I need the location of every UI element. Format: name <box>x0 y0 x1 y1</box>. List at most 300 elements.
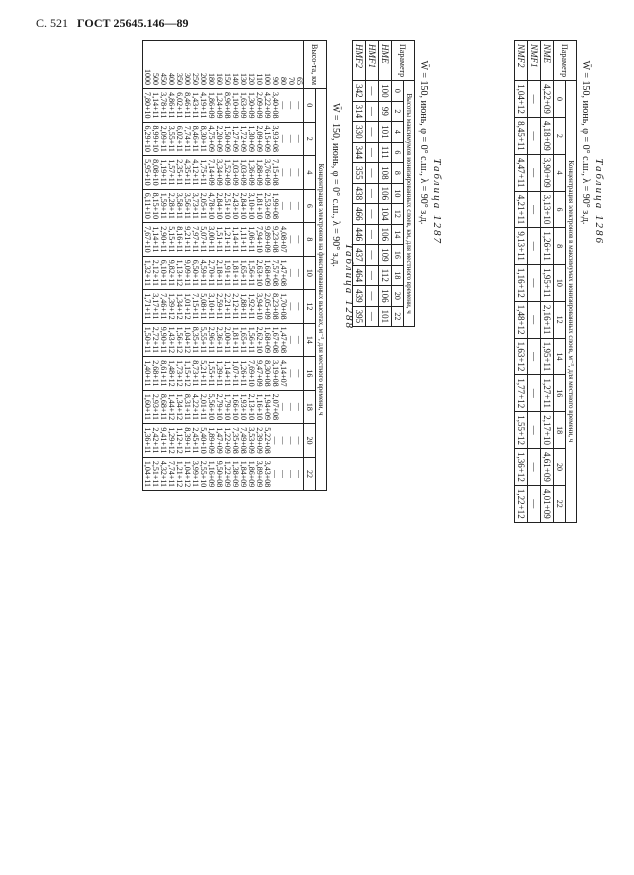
table-cell: — <box>366 286 379 307</box>
table-cell: 1,91+11 <box>223 256 231 290</box>
row-label: HMF1 <box>366 41 379 81</box>
table-cell: — <box>295 256 304 290</box>
row-label: HMF2 <box>353 41 366 81</box>
height-label: 400 <box>167 41 175 89</box>
table-cell: — <box>528 228 541 265</box>
table-cell: 464 <box>353 265 366 286</box>
table-cell: 9,50+08 <box>215 457 223 491</box>
table-cell: 106 <box>379 224 392 245</box>
table-cell: 5,21+11 <box>199 357 207 391</box>
table-cell: 8,73+11 <box>191 357 199 391</box>
hour-header: 20 <box>554 449 566 486</box>
table-cell: 7,15+08 <box>271 156 279 190</box>
table-cell: 3,10+10 <box>247 189 255 223</box>
table-cell: — <box>528 191 541 228</box>
table-cell: 395 <box>353 306 366 327</box>
table-cell: 7,46+11 <box>159 290 167 324</box>
table-cell: — <box>366 81 379 102</box>
table-cell: 6,02+11 <box>175 122 183 156</box>
table-cell: 1,66+10 <box>231 390 239 424</box>
table-cell: 1,16+09 <box>207 457 215 491</box>
table-cell: 1,34+12 <box>175 290 183 324</box>
table-cell: — <box>279 189 287 223</box>
table-cell: — <box>295 323 304 357</box>
table-cell: 5,95+10 <box>143 156 152 190</box>
table-cell: 1,34+12 <box>175 390 183 424</box>
table-cell: — <box>279 156 287 190</box>
height-label: 65 <box>295 41 304 89</box>
table-cell: 2,17+10 <box>541 412 554 449</box>
table-cell: 1,48+12 <box>515 301 528 338</box>
table-cell: — <box>287 223 295 257</box>
hour-header: 6 <box>392 142 404 163</box>
table-cell: — <box>366 122 379 143</box>
table-cell: 1,59+11 <box>159 189 167 223</box>
table-cell: 5,07+11 <box>199 223 207 257</box>
height-label: 1000 <box>143 41 152 89</box>
table-row <box>541 41 554 523</box>
table-cell: 8,46+11 <box>191 122 199 156</box>
height-label: 90 <box>271 41 279 89</box>
table-cell: 2,00+11 <box>223 323 231 357</box>
table-row <box>247 41 255 491</box>
table-cell: 1,03+09 <box>231 156 239 190</box>
table-cell: 3,53+09 <box>247 424 255 458</box>
hour-header: 22 <box>304 457 316 491</box>
table-cell: 2,18+11 <box>215 256 223 290</box>
hour-header: 4 <box>554 154 566 191</box>
table-cell: 4,22+11 <box>191 390 199 424</box>
table-row <box>528 41 541 523</box>
table-cell: 4,47+11 <box>515 154 528 191</box>
row-label: NMF1 <box>528 41 541 81</box>
table-cell: 9,13+11 <box>515 228 528 265</box>
table-cell: 4,86+11 <box>167 89 175 123</box>
table-cell: 1,95+11 <box>541 338 554 375</box>
table-cell: 1,55+12 <box>515 412 528 449</box>
table-cell: 7,74+11 <box>183 122 191 156</box>
height-label: 250 <box>191 41 199 89</box>
table-cell: 106 <box>379 286 392 307</box>
row-label: NME <box>541 41 554 81</box>
table-cell: 8,96+08 <box>223 89 231 123</box>
table-cell: 3,78+11 <box>159 89 167 123</box>
page-number: С. 521 <box>36 16 69 30</box>
table-cell: 2,62+10 <box>255 323 263 357</box>
table-cell: 1,16+10 <box>255 390 263 424</box>
table-cell: 1,06+11 <box>247 223 255 257</box>
table-cell: 1,50+11 <box>143 323 152 357</box>
table-cell: — <box>366 183 379 204</box>
table-cell: — <box>287 189 295 223</box>
table-cell: 3,99+11 <box>191 457 199 491</box>
table-cell: 6,02+11 <box>175 89 183 123</box>
height-label: 200 <box>199 41 207 89</box>
table-cell: 1,92+11 <box>247 290 255 324</box>
hour-header: 10 <box>554 264 566 301</box>
data-table <box>142 40 327 491</box>
table-cell: 1,68+09 <box>263 323 271 357</box>
table-cell: 1,19+11 <box>159 156 167 190</box>
height-label: 120 <box>247 41 255 89</box>
table-cell: 2,05+11 <box>199 189 207 223</box>
table-cell: — <box>287 357 295 391</box>
table-cell: 2,16+11 <box>541 301 554 338</box>
table-row <box>167 41 175 491</box>
table-cell: 8,68+11 <box>159 390 167 424</box>
table-cell: — <box>366 245 379 266</box>
table-cell: 2,63+10 <box>255 256 263 290</box>
table-row <box>271 41 279 491</box>
table-cell: 9,21+11 <box>183 223 191 257</box>
table-cell: 9,47+09 <box>255 357 263 391</box>
table-cell: 4,18+09 <box>541 117 554 154</box>
table-row <box>143 41 152 491</box>
table-cell: 1,04+11 <box>143 457 152 491</box>
table-cell: 3,94+10 <box>255 290 263 324</box>
table-cell: 1,79+10 <box>223 390 231 424</box>
hour-header: 10 <box>304 256 316 290</box>
table-cell: 1,10+09 <box>231 89 239 123</box>
table-cell: 8,16+11 <box>175 223 183 257</box>
table-cell: 3,19+08 <box>271 357 279 391</box>
table-cell: 1,07+11 <box>231 357 239 391</box>
table-cell: 1,13+12 <box>175 256 183 290</box>
table-cell: 106 <box>379 183 392 204</box>
table-row <box>175 41 183 491</box>
table-cell: — <box>295 89 304 123</box>
table-cell: 8,46+11 <box>183 89 191 123</box>
table-cell: 4,61+09 <box>541 449 554 486</box>
hour-header: 16 <box>392 245 404 266</box>
table-cell: 7,49+08 <box>239 424 247 458</box>
table-cell: 1,27+09 <box>231 122 239 156</box>
table-cell: 1,51+11 <box>215 223 223 257</box>
table-cell: — <box>366 224 379 245</box>
table-cell: 2,51+11 <box>151 457 159 491</box>
hour-header: 6 <box>304 189 316 223</box>
table-cell: 9,90+11 <box>159 323 167 357</box>
table-cell: 99 <box>379 101 392 122</box>
table-cell: 2,84+10 <box>239 189 247 223</box>
table-cell: 1,93+10 <box>239 390 247 424</box>
table-cell: 1,14+11 <box>151 89 159 123</box>
height-label: 110 <box>255 41 263 89</box>
hour-header: 4 <box>392 122 404 143</box>
table-cell: 7,14+09 <box>207 156 215 190</box>
height-label: 350 <box>175 41 183 89</box>
table-cell: 1,39+12 <box>167 290 175 324</box>
table-cell: 1,26+11 <box>239 357 247 391</box>
table-cell: 1,72+09 <box>239 122 247 156</box>
row-label: HME <box>379 41 392 81</box>
hour-header: 6 <box>554 191 566 228</box>
height-label: 160 <box>215 41 223 89</box>
table-cell: 101 <box>379 122 392 143</box>
table-row <box>191 41 199 491</box>
table-cell: 112 <box>379 265 392 286</box>
table-cell: — <box>528 264 541 301</box>
table-cell: 2,09+09 <box>255 122 263 156</box>
table-cell: 1,36+11 <box>143 424 152 458</box>
table-cell: 4,15+09 <box>263 122 271 156</box>
table-cell: 1,12+12 <box>175 424 183 458</box>
height-header: Высо-та, км <box>304 41 327 89</box>
height-label: 100 <box>263 41 271 89</box>
table-cell: 2,53+09 <box>263 189 271 223</box>
table-cell: 2,42+11 <box>151 424 159 458</box>
param-header: Параметр <box>392 41 415 81</box>
table-cell: 1,44+12 <box>167 390 175 424</box>
hour-header: 2 <box>304 122 316 156</box>
table-cell: 7,57+08 <box>271 256 279 290</box>
table-row <box>366 41 379 327</box>
table-cell: 437 <box>353 245 366 266</box>
table-cell: 5,56+10 <box>207 390 215 424</box>
table-cell: 6,29+10 <box>143 122 152 156</box>
table-cell: 1,48+12 <box>167 357 175 391</box>
table-cell: 3,55+11 <box>167 122 175 156</box>
table-row <box>151 41 159 491</box>
table-cell: 3,34+09 <box>215 156 223 190</box>
table-cell: 2,72+11 <box>151 323 159 357</box>
table-cell: 1,52+09 <box>223 156 231 190</box>
table-cell: — <box>366 306 379 327</box>
hour-header: 20 <box>392 286 404 307</box>
table-cell: 1,81+10 <box>255 189 263 223</box>
table-cell: 4,14+07 <box>279 357 287 391</box>
table-cell: 1,15+12 <box>183 357 191 391</box>
table-row <box>183 41 191 491</box>
table-cell: 2,21+11 <box>223 290 231 324</box>
table-cell: 1,32+11 <box>143 256 152 290</box>
table-label: Таблица 1288 <box>343 243 355 330</box>
table-cell: 1,56+12 <box>175 323 183 357</box>
table-cell: 3,73+11 <box>191 189 199 223</box>
data-table <box>352 40 415 327</box>
table-cell: — <box>287 390 295 424</box>
table-row <box>287 41 295 491</box>
table-cell: — <box>295 390 304 424</box>
hour-header: 16 <box>554 375 566 412</box>
table-row <box>207 41 215 491</box>
table-cell: 9,89+09 <box>263 223 271 257</box>
table-cell: 1,86+09 <box>207 89 215 123</box>
table-caption: W̄ = 150, июнь, φ = 0° с.ш., λ = 90° з.д. <box>330 103 341 267</box>
table-cell: 439 <box>353 286 366 307</box>
height-label: 70 <box>287 41 295 89</box>
table-cell: 1,50+09 <box>223 122 231 156</box>
table-cell: — <box>279 457 287 491</box>
table-cell: 1,30+09 <box>247 89 255 123</box>
hour-header: 10 <box>392 183 404 204</box>
table-cell: — <box>295 223 304 257</box>
hour-header: 14 <box>304 323 316 357</box>
table-cell: 2,09+11 <box>159 122 167 156</box>
hour-header: 2 <box>554 117 566 154</box>
table-cell: 1,81+11 <box>231 323 239 357</box>
table-cell: 1,04+12 <box>515 81 528 118</box>
table-cell: 5,40+10 <box>199 424 207 458</box>
table-cell: 2,09+09 <box>255 89 263 123</box>
table-cell: 1,27+11 <box>541 375 554 412</box>
table-cell: 6,10+11 <box>159 256 167 290</box>
table-cell: 2,36+11 <box>215 323 223 357</box>
hour-header: 22 <box>554 485 566 522</box>
hour-header: 8 <box>392 163 404 184</box>
table-cell: 1,11+11 <box>239 223 247 257</box>
table-row <box>263 41 271 491</box>
table-cell: — <box>271 424 279 458</box>
table-cell: — <box>287 457 295 491</box>
table-cell: — <box>295 357 304 391</box>
table-row <box>255 41 263 491</box>
table-cell: 1,47+09 <box>215 424 223 458</box>
table-row <box>279 41 287 491</box>
height-label: 180 <box>207 41 215 89</box>
table-cell: 8,45+11 <box>515 117 528 154</box>
hour-header: 18 <box>304 390 316 424</box>
table-cell: — <box>366 265 379 286</box>
table-cell: 2,68+11 <box>151 357 159 391</box>
table-caption: W̄ = 150, июнь, φ = 0° с.ш., λ = 90° з.д. <box>418 60 429 225</box>
table-cell: 4,22+09 <box>263 89 271 123</box>
table-cell: — <box>295 156 304 190</box>
table-cell: 314 <box>353 101 366 122</box>
table-cell: 1,55+11 <box>207 357 215 391</box>
table-1287 <box>352 40 443 324</box>
table-cell: 5,15+11 <box>167 223 175 257</box>
table-1288 <box>142 40 355 488</box>
hour-header: 12 <box>554 301 566 338</box>
table-cell: — <box>366 101 379 122</box>
table-cell: 3,89+09 <box>255 457 263 491</box>
table-cell: — <box>366 142 379 163</box>
hour-header: 16 <box>304 357 316 391</box>
table-cell: 330 <box>353 122 366 143</box>
table-cell: 1,14+11 <box>223 357 231 391</box>
table-cell: 2,45+11 <box>191 424 199 458</box>
table-cell: 1,57+11 <box>167 156 175 190</box>
table-cell: 1,67+08 <box>271 323 279 357</box>
table-cell: 466 <box>353 204 366 225</box>
table-cell: 4,01+09 <box>541 485 554 522</box>
table-cell: 1,29+12 <box>167 424 175 458</box>
table-cell: 7,67+10 <box>143 223 152 257</box>
table-cell: 1,65+11 <box>239 256 247 290</box>
row-label: NMF2 <box>515 41 528 81</box>
table-cell: 6,50+11 <box>191 256 199 290</box>
table-cell: 1,95+11 <box>541 264 554 301</box>
table-cell: 3,93+08 <box>271 122 279 156</box>
table-cell: 2,59+11 <box>215 290 223 324</box>
table-subcaption: Высоты максимумов ионизированных слоев, км, для местного времени, ч <box>404 81 415 327</box>
hour-header: 0 <box>304 89 316 123</box>
table-row <box>199 41 207 491</box>
table-cell: 1,04+12 <box>183 323 191 357</box>
table-cell: 2,20+09 <box>215 122 223 156</box>
table-cell: 2,79+10 <box>215 390 223 424</box>
table-cell: 2,39+09 <box>255 424 263 458</box>
table-cell: — <box>528 412 541 449</box>
table-cell: 8,30+08 <box>263 357 271 391</box>
table-cell: — <box>528 301 541 338</box>
table-cell: 7,80+10 <box>143 89 152 123</box>
table-cell: 2,96+11 <box>207 323 215 357</box>
table-cell: 7,69+10 <box>247 357 255 391</box>
table-cell: 1,88+09 <box>255 156 263 190</box>
table-cell: 1,14+11 <box>151 223 159 257</box>
table-cell: 9,09+11 <box>183 256 191 290</box>
table-cell: — <box>295 189 304 223</box>
table-cell: — <box>295 457 304 491</box>
table-cell: 1,36+09 <box>247 156 255 190</box>
table-cell: 4,35+11 <box>183 156 191 190</box>
table-cell: — <box>295 122 304 156</box>
table-cell: — <box>287 89 295 123</box>
table-cell: 2,01+11 <box>199 390 207 424</box>
table-cell: 8,23+08 <box>271 290 279 324</box>
table-cell: 3,76+09 <box>263 156 271 190</box>
hour-header: 0 <box>554 81 566 118</box>
table-cell: — <box>287 156 295 190</box>
hour-header: 20 <box>304 424 316 458</box>
table-cell: 1,36+12 <box>515 449 528 486</box>
table-cell: 1,21+11 <box>223 223 231 257</box>
table-row <box>231 41 239 491</box>
table-cell: 438 <box>353 183 366 204</box>
table-cell: 1,22+09 <box>223 424 231 458</box>
table-cell: — <box>287 256 295 290</box>
table-cell: — <box>528 338 541 375</box>
table-cell: — <box>279 390 287 424</box>
table-cell: 355 <box>353 163 366 184</box>
table-cell: — <box>287 424 295 458</box>
hour-header: 14 <box>392 224 404 245</box>
height-label: 500 <box>151 41 159 89</box>
height-label: 150 <box>223 41 231 89</box>
table-cell: 7,74+11 <box>167 457 175 491</box>
table-row <box>215 41 223 491</box>
table-cell: 100 <box>379 81 392 102</box>
table-1286 <box>514 40 605 519</box>
table-cell: 7,35+08 <box>231 424 239 458</box>
hour-header: 14 <box>554 338 566 375</box>
table-cell: 1,89+09 <box>207 424 215 458</box>
hour-header: 4 <box>304 156 316 190</box>
table-cell: 446 <box>353 224 366 245</box>
table-cell: 4,75+09 <box>207 122 215 156</box>
table-cell: 4,22+09 <box>541 81 554 118</box>
table-cell: 108 <box>379 163 392 184</box>
table-cell: 7,94+10 <box>255 223 263 257</box>
table-cell: 2,07+08 <box>271 390 279 424</box>
table-cell: 5,08+11 <box>199 290 207 324</box>
table-cell: 7,97+11 <box>191 223 199 257</box>
table-cell: — <box>295 290 304 324</box>
height-label: 80 <box>279 41 287 89</box>
table-label: Таблица 1286 <box>593 158 605 245</box>
table-cell: 4,21+11 <box>515 191 528 228</box>
hour-header: 18 <box>392 265 404 286</box>
table-cell: — <box>295 424 304 458</box>
table-cell: 1,77+12 <box>515 375 528 412</box>
table-cell: 3,56+11 <box>183 189 191 223</box>
table-cell: 1,26+11 <box>541 228 554 265</box>
table-cell: 111 <box>379 142 392 163</box>
table-cell: 4,12+11 <box>191 156 199 190</box>
table-cell: 2,90+11 <box>159 223 167 257</box>
